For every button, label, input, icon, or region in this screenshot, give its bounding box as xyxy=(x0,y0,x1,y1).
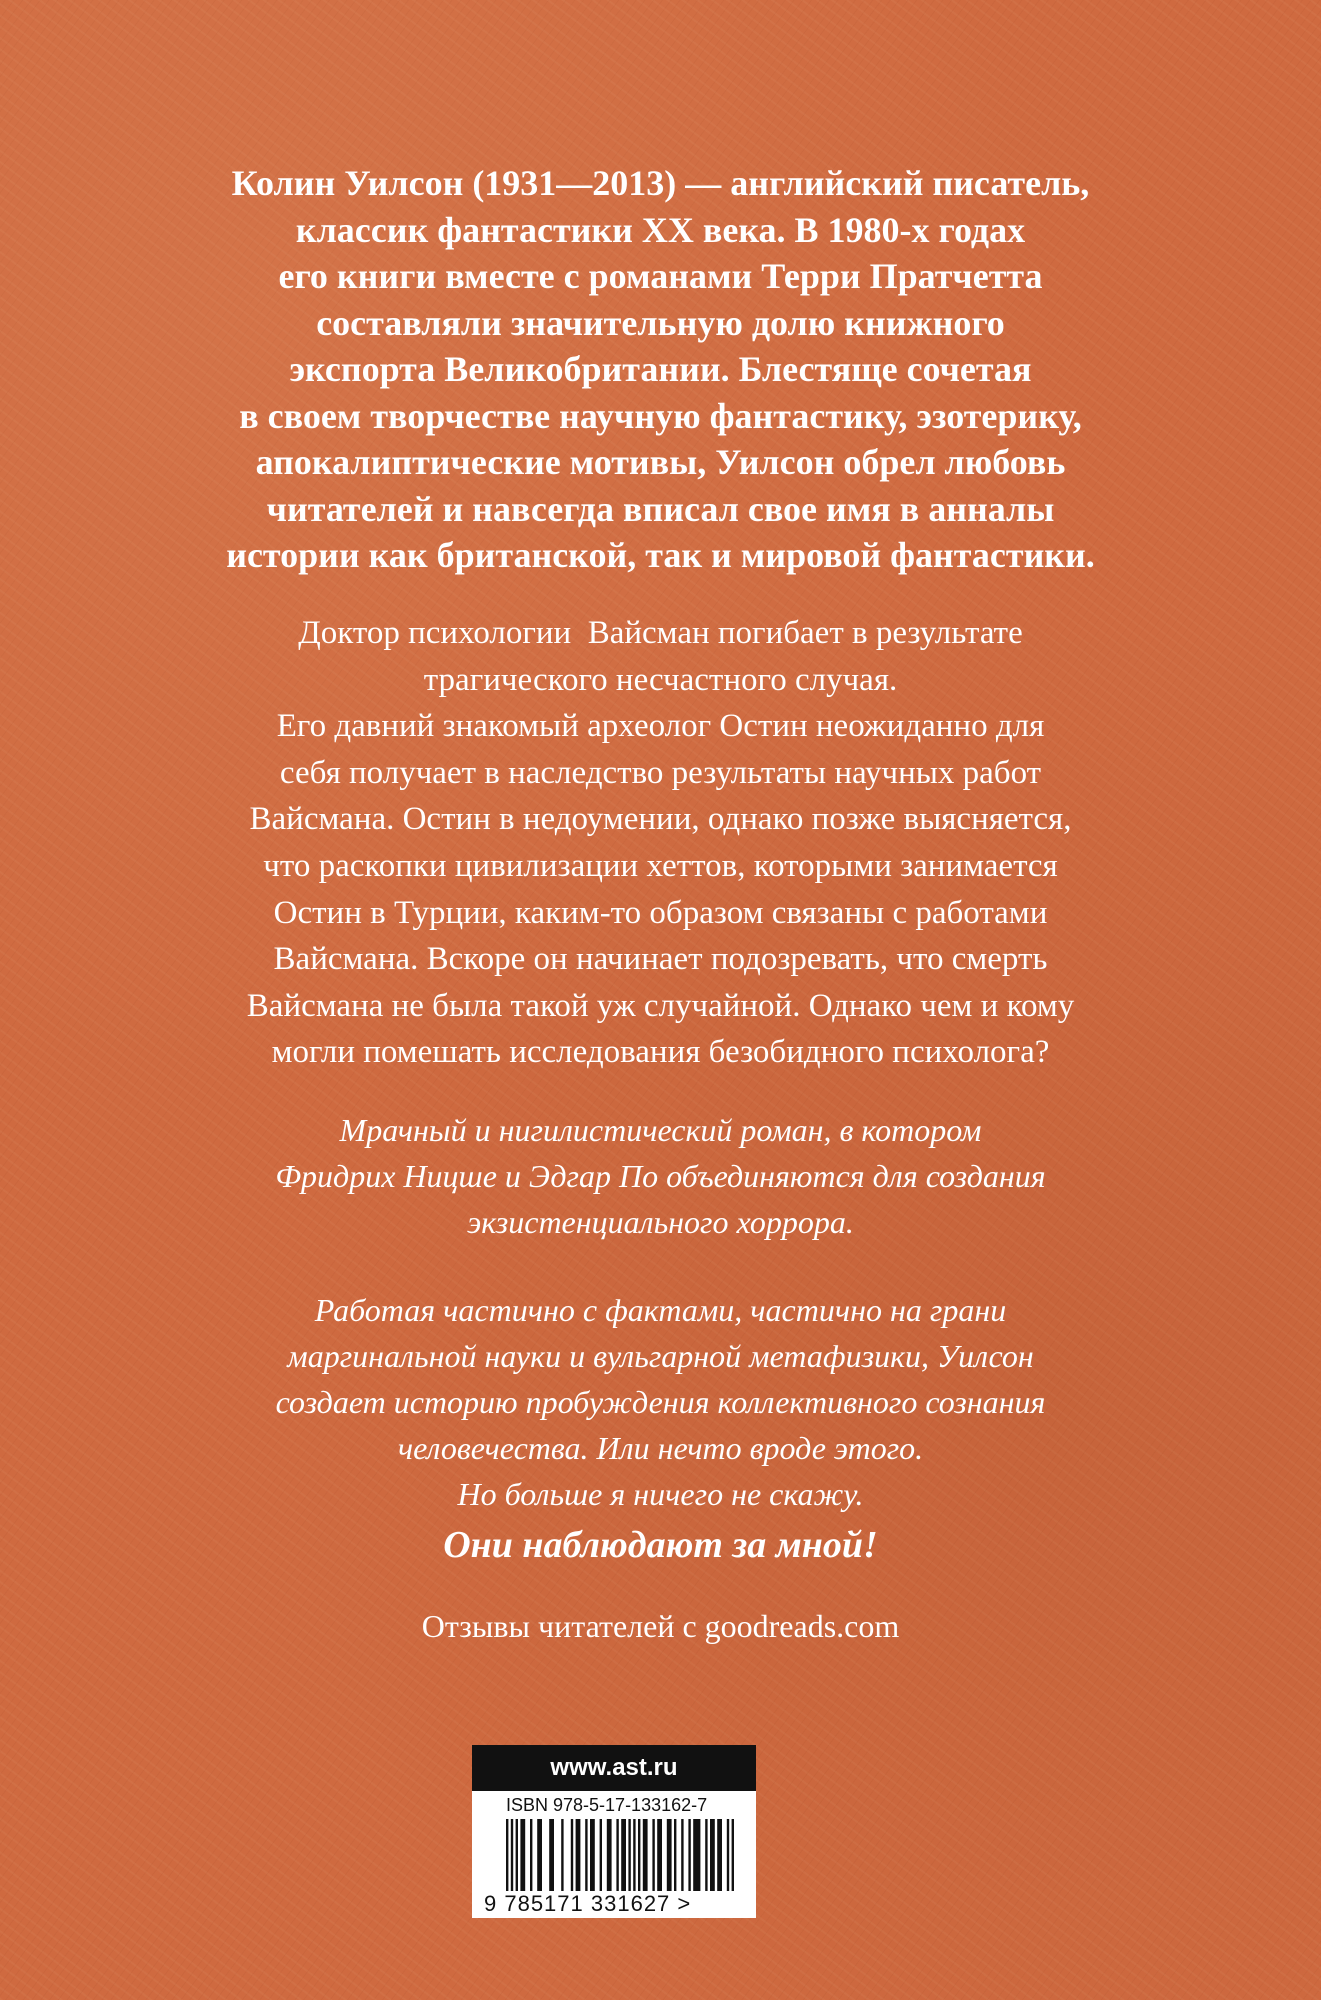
barcode-bar xyxy=(506,1819,508,1891)
reader-review-2 xyxy=(90,1287,1231,1573)
synopsis-line: трагического несчастного случая. xyxy=(423,661,898,698)
synopsis-line: Вайсмана не была такой уж случайной. Однако чем и кому xyxy=(246,987,1075,1024)
review-source-text: Отзывы читателей с goodreads.com xyxy=(421,1608,900,1644)
barcode-bar xyxy=(537,1819,542,1891)
barcode-bar xyxy=(717,1819,722,1891)
barcode-bar xyxy=(511,1819,513,1891)
bio-line: истории как британской, так и мировой фантастики. xyxy=(226,535,1095,575)
barcode-bar xyxy=(628,1819,630,1891)
review-line: Фридрих Ницше и Эдгар По объединяются для создания xyxy=(275,1158,1046,1194)
bio-line: апокалиптические мотивы, Уилсон обрел любовь xyxy=(255,442,1066,482)
barcode-bar xyxy=(727,1819,729,1891)
barcode-bar xyxy=(732,1819,734,1891)
synopsis-line: могли помешать исследования безобидного психолога? xyxy=(271,1034,1050,1071)
bio-line: в своем творчестве научную фантастику, эзотерику, xyxy=(239,395,1082,436)
synopsis-line: Доктор психологии Вайсман погибает в результате xyxy=(298,615,1023,651)
barcode-bar xyxy=(652,1819,654,1891)
barcode-bar xyxy=(667,1819,672,1891)
book-synopsis xyxy=(90,610,1231,1076)
barcode-panel xyxy=(472,1745,756,1918)
synopsis-line: себя получает в наследство результаты научных работ xyxy=(279,754,1042,791)
author-bio xyxy=(90,160,1231,579)
review-line: Работая частично с фактами, частично на грани xyxy=(314,1292,1007,1328)
bio-line: классик фантастики XX века. В 1980-х годах xyxy=(295,209,1026,250)
barcode-bar xyxy=(710,1819,715,1891)
barcode-bar xyxy=(590,1819,595,1891)
barcode-bar xyxy=(576,1819,581,1891)
barcode-bar xyxy=(693,1819,700,1891)
barcode-bar xyxy=(621,1819,626,1891)
review-source xyxy=(90,1603,1231,1649)
isbn-label: ISBN 978-5-17-133162-7 xyxy=(506,1795,708,1815)
review-line: маргинальной науки и вульгарной метафизики, Уилсон xyxy=(287,1338,1034,1374)
barcode-bar xyxy=(638,1819,640,1891)
barcode-bar xyxy=(549,1819,554,1891)
synopsis-line: Вайсмана. Вскоре он начинает подозревать, что смерть xyxy=(273,941,1048,978)
bio-line: составляли значительную долю книжного xyxy=(316,302,1005,343)
barcode-bar xyxy=(516,1819,518,1891)
barcode-digits: 9 785171 331627 > xyxy=(484,1891,692,1916)
review-line: Но больше я ничего не скажу. xyxy=(457,1476,864,1512)
barcode-bar xyxy=(530,1819,532,1891)
publisher-website: www.ast.ru xyxy=(472,1745,756,1791)
synopsis-line: что раскопки цивилизации хеттов, которыми занимается xyxy=(263,847,1058,884)
bio-line: Колин Уилсон (1931—2013) — английский писатель, xyxy=(231,163,1090,203)
barcode-bar xyxy=(674,1819,676,1891)
barcode-bars xyxy=(506,1819,734,1891)
review-line: Мрачный и нигилистический роман, в котором xyxy=(339,1112,982,1148)
bio-line: экспорта Великобритании. Блестяще сочетая xyxy=(289,349,1032,389)
barcode-bar xyxy=(633,1819,635,1891)
bio-line: читателей и навсегда вписал свое имя в анналы xyxy=(266,488,1055,529)
synopsis-line: Вайсмана. Остин в недоумении, однако позже выясняется, xyxy=(249,801,1072,838)
barcode-bar xyxy=(705,1819,707,1891)
barcode-bar xyxy=(561,1819,563,1891)
barcode-bar xyxy=(607,1819,612,1891)
barcode-bar xyxy=(688,1819,690,1891)
synopsis-line: Остин в Турции, каким-то образом связаны с работами xyxy=(273,894,1048,931)
barcode-bar xyxy=(681,1819,683,1891)
barcode-bar xyxy=(643,1819,648,1891)
barcode-bar xyxy=(520,1819,525,1891)
barcode-bar xyxy=(571,1819,573,1891)
reader-review-1 xyxy=(90,1107,1231,1245)
barcode-bar xyxy=(585,1819,587,1891)
review-exclamation: Они наблюдают за мной! xyxy=(443,1524,878,1566)
barcode-bar xyxy=(657,1819,662,1891)
barcode-bar xyxy=(616,1819,618,1891)
barcode-bar xyxy=(600,1819,602,1891)
bio-line: его книги вместе с романами Терри Пратчетта xyxy=(278,256,1043,296)
synopsis-line: Его давний знакомый археолог Остин неожиданно для xyxy=(276,708,1045,745)
review-line: экзистенциального хоррора. xyxy=(467,1204,854,1240)
review-line: человечества. Или нечто вроде этого. xyxy=(397,1430,924,1466)
review-line: создает историю пробуждения коллективного сознания xyxy=(275,1384,1046,1420)
